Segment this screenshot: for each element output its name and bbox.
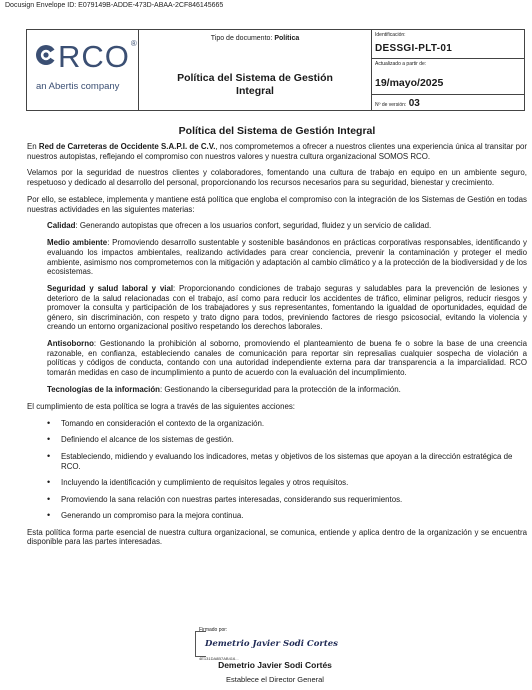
list-item: • Promoviendo la sana relación con nuestras partes interesadas, considerando sus requerimientos. <box>47 495 527 505</box>
updated-row <box>372 59 524 95</box>
topic-quality: Calidad: Generando autopistas que ofrecen a los usuarios confort, seguridad, fluidez y un servicio de calidad. <box>47 221 432 231</box>
rco-logo-mark-icon <box>35 44 57 66</box>
logo-wordmark: RCO® <box>58 39 138 74</box>
identification-value: DESSGI-PLT-01 <box>375 43 453 54</box>
closing-paragraph: Esta política forma parte esencial de nuestra cultura organizacional, se comunica, entiende y aplica dentro de la organización y se encuentra disponible para las partes interesadas. <box>27 527 527 547</box>
document-type <box>139 35 371 42</box>
header-title: Política del Sistema de Gestión Integral <box>177 72 333 97</box>
list-item: • Generando un compromiso para la mejora continua. <box>47 511 527 521</box>
document-type-value: Política <box>274 35 300 42</box>
identification-row <box>372 30 524 59</box>
actions-intro: El cumplimiento de esta política se logra a través de las siguientes acciones: <box>27 401 295 411</box>
identification-label: Identificación: <box>375 32 406 38</box>
actions-list <box>27 419 527 521</box>
document-body <box>27 125 527 554</box>
logo-subtitle: an Abertis company <box>36 81 120 92</box>
signed-by-label: Firmado por: <box>199 627 228 633</box>
signer-name: Demetrio Javier Sodi Cortés <box>218 660 332 670</box>
topic-environment: Medio ambiente: Promoviendo desarrollo sustentable y sostenible basándonos en prácticas corporativas responsables, identificando y evaluando los impactos ambientales, realizando actividades para crear conciencia, prevenir la contaminación y proteger el medio ambiente, asimismo nos comprometemos con la mitigación y adaptación al cambio climático y a la protección de la biodiversidad y de los ecosistemas. <box>47 238 527 277</box>
signer-role: Establece el Director General <box>226 675 324 684</box>
envelope-id: Docusign Envelope ID: E079149B-ADDE-473D-ABAA-2CF846145665 <box>5 2 224 9</box>
body-title: Política del Sistema de Gestión Integral <box>178 125 376 137</box>
topic-health-safety: Seguridad y salud laboral y vial: Proporcionando condiciones de trabajo seguras y saludables para la prevención de lesiones y deterioro de la salud relacionadas con el trabajo, así como para reducir los accidentes de tráfico, eliminar peligros, reducir riesgos y promover la consulta y participación de los trabajadores y sus representantes, fomentando la igualdad de oportunidades, equidad de género, sin discriminación, con respeto y trato digno para todos, previniendo factores de riesgo psicosocial, evitando la violencia y creando un entorno organizacional positivo respetando los derechos laborales. <box>47 284 527 332</box>
topic-it: Tecnologías de la información: Gestionando la ciberseguridad para la protección de la información. <box>47 384 401 394</box>
list-item: • Incluyendo la identificación y cumplimiento de requisitos legales y otros requisitos. <box>47 478 527 488</box>
list-item: • Definiendo el alcance de los sistemas de gestión. <box>47 435 527 445</box>
version-value: 03 <box>408 98 420 109</box>
logo-cell <box>27 30 139 110</box>
company-name: Red de Carreteras de Occidente S.A.P.I. de C.V. <box>38 142 216 151</box>
list-item: • Tomando en consideración el contexto de la organización. <box>47 419 527 429</box>
version-label: Nº de versión: <box>375 102 407 108</box>
topic-antibribery: Antisoborno: Gestionando la prohibición al soborno, promoviendo el planteamiento de buena fe o sobre la base de una creencia razonable, en confianza, estableciendo canales de comunicación para reportar sin represalias cualquier sospecha de violación a políticas y códigos de conducta, contando con una autoridad independiente externa para dar transparencia a la imparcialidad. RCO tomarán medidas en caso de incumplimiento a punto de acuerdo con la evaluación del incumplimiento. <box>47 339 527 378</box>
version <box>375 98 420 109</box>
paragraph-scope: Por ello, se establece, implementa y mantiene está política que engloba el compromiso con la integración de los Sistemas de Gestión en todas nuestras actividades en las siguientes materias: <box>27 194 527 214</box>
paragraph-safety: Velamos por la seguridad de nuestros clientes y colaboradores, fomentando una cultura de trabajo en equipo en un ambiente seguro, respetuoso y dedicado al desarrollo del personal, proporcionando los recursos necesarios para su seguridad, bienestar y crecimiento. <box>27 168 527 188</box>
list-item: • Estableciendo, midiendo y evaluando los indicadores, metas y objetivos de los sistemas que apoyan a la dirección estratégica de RCO. <box>47 452 527 471</box>
updated-value: 19/mayo/2025 <box>375 77 444 89</box>
updated-label: Actualizado a partir de: <box>375 61 427 67</box>
signature-id: 4E131DA8B7AB416... <box>199 656 239 661</box>
intro-paragraph: En Red de Carreteras de Occidente S.A.P.I. de C.V., nos comprometemos a ofrecer a nuestros clientes una experiencia única al transitar por nuestros autopistas, reflejando el compromiso con nuestros valores y nuestra cultura organizacional SOMOS RCO. <box>27 142 527 161</box>
title-cell <box>139 30 372 110</box>
handwritten-signature: Demetrio Javier Sodi Cortes <box>205 639 338 649</box>
version-row <box>372 95 524 110</box>
id-cell <box>372 30 524 110</box>
signature-block <box>195 627 355 690</box>
document-header <box>26 29 525 111</box>
document-type-label: Tipo de documento: <box>210 35 273 42</box>
